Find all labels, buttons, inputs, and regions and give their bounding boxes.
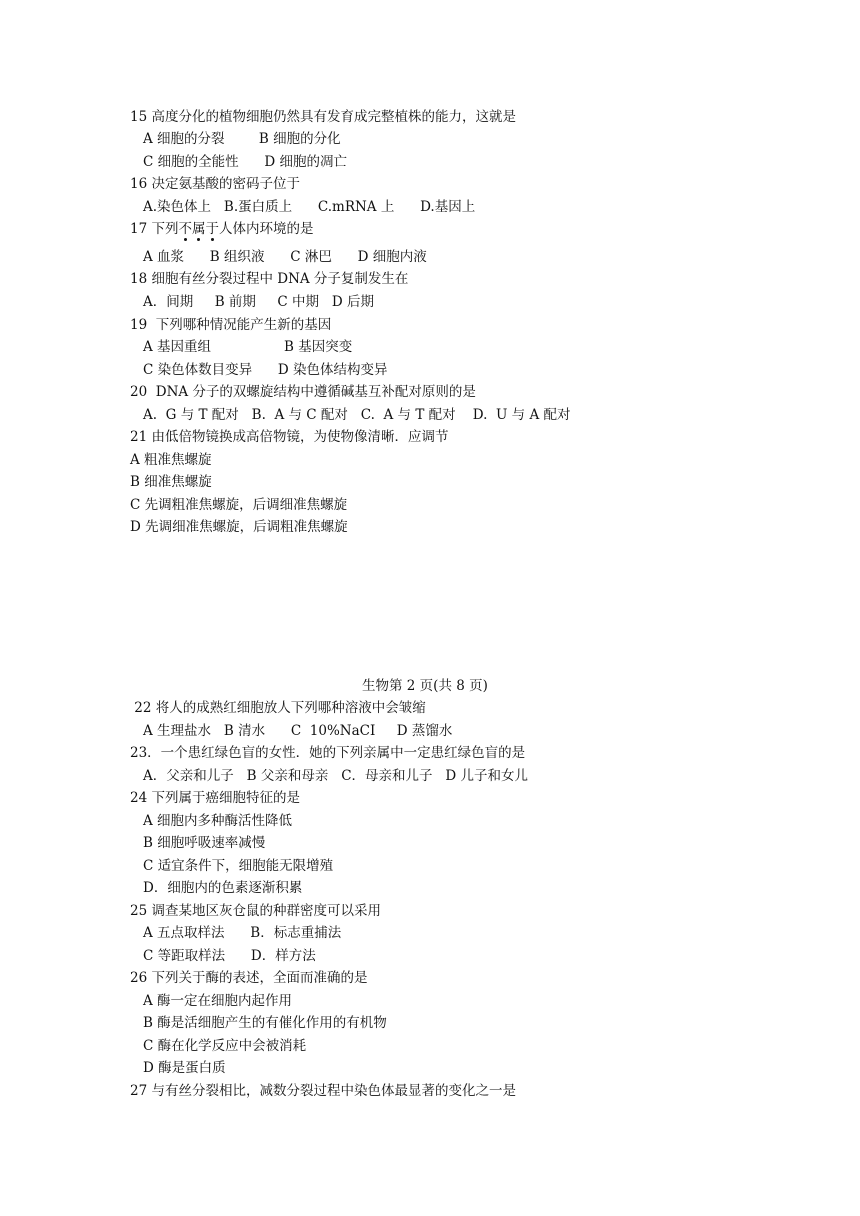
emphasis-text-2: 属 xyxy=(191,221,206,237)
question-22-stem: 22 将人的成熟红细胞放人下列哪种溶液中会皱缩 xyxy=(130,700,426,716)
emphasis-dot xyxy=(184,238,187,241)
question-15-options-ab: A 细胞的分裂 B 细胞的分化 xyxy=(143,131,341,147)
question-26-option-b: B 酶是活细胞产生的有催化作用的有机物 xyxy=(143,1015,387,1031)
question-25-options-cd: C 等距取样法 D．样方法 xyxy=(143,948,316,964)
page-footer: 生物第 2 页(共 8 页) xyxy=(362,678,488,694)
question-27-stem: 27 与有丝分裂相比，减数分裂过程中染色体最显著的变化之一是 xyxy=(130,1083,516,1099)
question-26-option-d: D 酶是蛋白质 xyxy=(143,1060,226,1076)
emphasis-char-1 xyxy=(178,221,192,237)
question-17-stem-suffix: 人体内环境的是 xyxy=(218,221,314,237)
question-19-stem: 19 下列哪种情况能产生新的基因 xyxy=(130,317,332,333)
emphasis-dot xyxy=(211,238,214,241)
question-21-option-c: C 先调粗准焦螺旋，后调细准焦螺旋 xyxy=(130,497,348,513)
question-25-options-ab: A 五点取样法 B．标志重捕法 xyxy=(143,925,342,941)
emphasis-dot xyxy=(197,238,200,241)
emphasis-char-2 xyxy=(192,221,206,237)
question-22-options: A 生理盐水 B 清水 C 10%NaCI D 蒸馏水 xyxy=(143,723,453,739)
question-25-stem: 25 调查某地区灰仓鼠的种群密度可以采用 xyxy=(130,903,381,919)
question-18-options: A．间期 B 前期 C 中期 D 后期 xyxy=(143,294,374,310)
question-21-option-a: A 粗准焦螺旋 xyxy=(130,452,212,468)
emphasis-text-3: 于 xyxy=(205,221,219,237)
question-20-options: A. G 与 T 配对 B. A 与 C 配对 C. A 与 T 配对 D. U 与 A 配对 xyxy=(143,407,571,423)
question-26-option-c: C 酶在化学反应中会被消耗 xyxy=(143,1038,307,1054)
question-19-options-cd: C 染色体数目变异 D 染色体结构变异 xyxy=(143,362,388,378)
question-26-stem: 26 下列关于酶的表述，全面而准确的是 xyxy=(130,970,368,986)
question-23-stem: 23．一个患红绿色盲的女性．她的下列亲属中一定患红绿色盲的是 xyxy=(130,745,526,761)
question-18-stem: 18 细胞有丝分裂过程中 DNA 分子复制发生在 xyxy=(130,271,409,287)
question-24-option-c: C 适宜条件下，细胞能无限增殖 xyxy=(143,858,334,874)
question-17-options: A 血浆 B 组织液 C 淋巴 D 细胞内液 xyxy=(143,249,427,265)
question-26-option-a: A 酶一定在细胞内起作用 xyxy=(143,993,293,1009)
question-17-stem-prefix: 17 下列 xyxy=(130,221,179,237)
question-21-option-d: D 先调细准焦螺旋，后调粗准焦螺旋 xyxy=(130,519,348,535)
question-17-stem xyxy=(130,220,313,238)
question-24-stem: 24 下列属于癌细胞特征的是 xyxy=(130,790,300,806)
question-15-options-cd: C 细胞的全能性 D 细胞的凋亡 xyxy=(143,154,347,170)
question-16-options: A.染色体上 B.蛋白质上 C.mRNA 上 D.基因上 xyxy=(143,199,476,215)
emphasis-char-3 xyxy=(205,221,219,237)
question-24-option-d: D．细胞内的色素逐渐积累 xyxy=(143,880,303,896)
question-24-option-a: A 细胞内多种酶活性降低 xyxy=(143,813,293,829)
question-24-option-b: B 细胞呼吸速率减慢 xyxy=(143,835,266,851)
question-19-options-ab: A 基因重组 B 基因突变 xyxy=(143,339,353,355)
question-23-options: A．父亲和儿子 B 父亲和母亲 C．母亲和儿子 D 儿子和女儿 xyxy=(143,768,529,784)
question-16-stem: 16 决定氨基酸的密码子位于 xyxy=(130,176,300,192)
question-21-option-b: B 细准焦螺旋 xyxy=(130,474,212,490)
emphasis-text-1: 不 xyxy=(178,221,192,237)
question-20-stem: 20 DNA 分子的双螺旋结构中遵循碱基互补配对原则的是 xyxy=(130,384,476,400)
question-15-stem: 15 高度分化的植物细胞仍然具有发育成完整植株的能力，这就是 xyxy=(130,109,516,125)
question-21-stem: 21 由低倍物镜换成高倍物镜，为使物像清晰．应调节 xyxy=(130,429,449,445)
